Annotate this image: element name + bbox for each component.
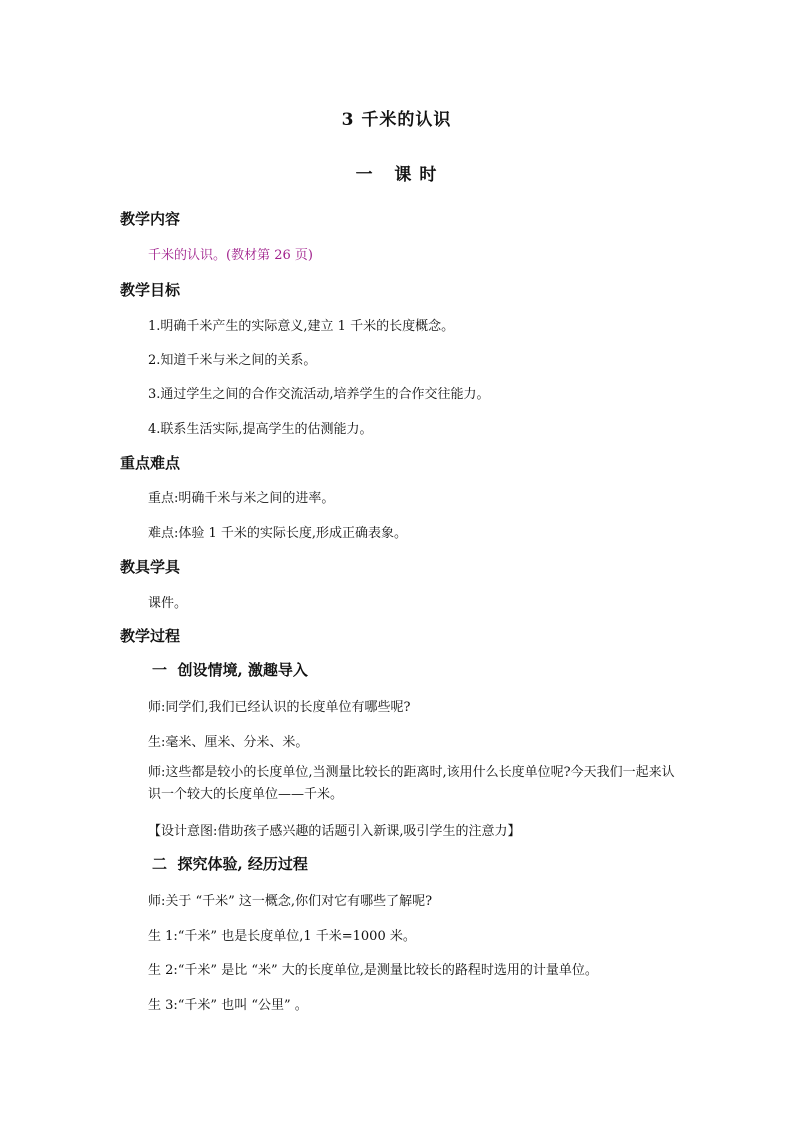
goal-item: 1.明确千米产生的实际意义,建立 1 千米的长度概念。 <box>148 319 455 334</box>
dialogue-line: 生 1:“千米” 也是长度单位,1 千米=1000 米。 <box>148 929 416 944</box>
dialogue-line: 生 3:“千米” 也叫 “公里” 。 <box>148 998 308 1013</box>
goal-item: 4.联系生活实际,提高学生的估测能力。 <box>148 422 373 437</box>
dialogue-line: 生 2:“千米” 是比 “米” 大的长度单位,是测量比较长的路程时选用的计量单位。 <box>148 963 598 978</box>
dialogue-line: 师:这些都是较小的长度单位,当测量比较长的距离时,该用什么长度单位呢?今天我们一起来认识一个较大的长度单位——千米。 <box>148 765 675 802</box>
keypoints-heading: 重点难点 <box>120 454 181 472</box>
dialogue-line: 生:毫米、厘米、分米、米。 <box>148 735 309 750</box>
goal-item: 3.通过学生之间的合作交流活动,培养学生的合作交往能力。 <box>148 387 490 402</box>
goal-item: 2.知道千米与米之间的关系。 <box>148 353 317 368</box>
dialogue-line: 师:关于 “千米” 这一概念,你们对它有哪些了解呢? <box>148 894 433 909</box>
process-heading: 教学过程 <box>120 627 181 645</box>
part1-heading: 一 创设情境, 激趣导入 <box>152 661 308 679</box>
dialogue-line: 师:同学们,我们已经认识的长度单位有哪些呢? <box>148 700 411 715</box>
document-title: 3 千米的认识 <box>341 110 452 130</box>
keypoint-text: 重点:明确千米与米之间的进率。 <box>148 491 335 506</box>
part2-heading: 二 探究体验, 经历过程 <box>152 855 308 873</box>
content-text: 千米的认识。(教材第 26 页) <box>148 248 313 263</box>
design-intent-note: 【设计意图:借助孩子感兴趣的话题引入新课,吸引学生的注意力】 <box>148 824 521 839</box>
content-heading: 教学内容 <box>120 210 181 228</box>
lesson-subtitle: 一 课 时 <box>355 165 438 185</box>
difficulty-text: 难点:体验 1 千米的实际长度,形成正确表象。 <box>148 526 408 541</box>
goals-heading: 教学目标 <box>120 281 181 299</box>
tools-heading: 教具学具 <box>120 558 181 576</box>
tools-text: 课件。 <box>148 596 188 611</box>
